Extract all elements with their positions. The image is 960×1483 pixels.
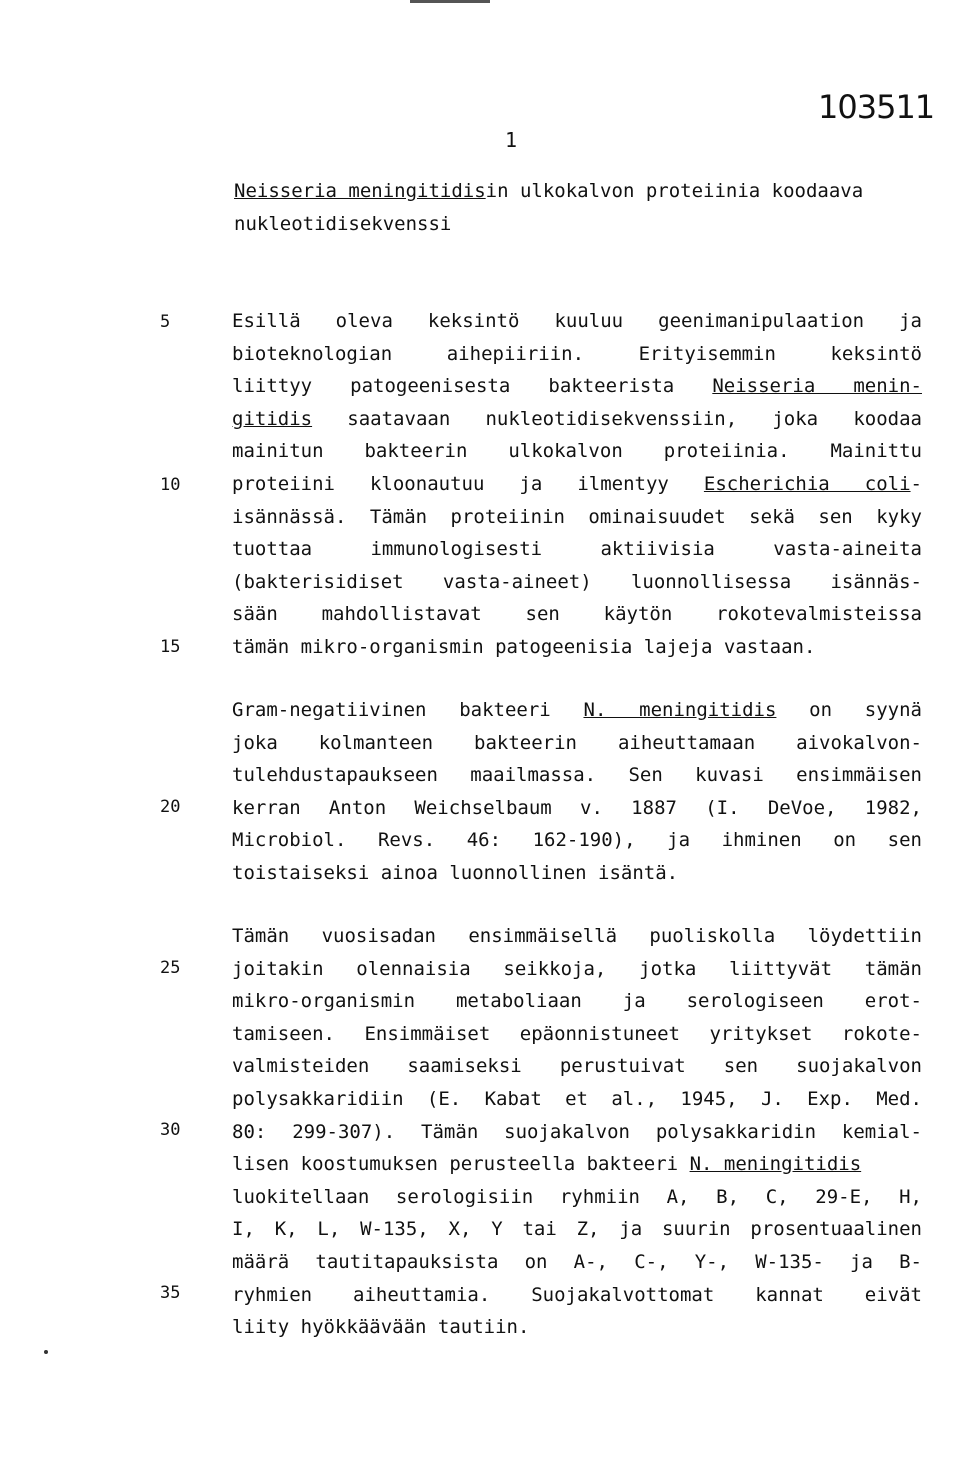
text-line: mikro-organismin metaboliaan ja serologiseen erot- <box>232 990 922 1013</box>
text-line: joitakin olennaisia seikkoja, jotka liittyvät tämän <box>232 957 922 980</box>
text-line: joka kolmanteen bakteerin aiheuttamaan aivokalvon- <box>232 731 922 754</box>
paragraph-3 <box>232 920 922 1344</box>
text-line: lisen koostumuksen perusteella bakteeri N. meningitidis <box>232 1153 862 1176</box>
paragraph-1 <box>232 305 922 664</box>
text-line: Gram-negatiivinen bakteeri N. meningitidis on syynä <box>232 699 922 721</box>
text-line: liittyy patogeenisesta bakteerista Neisseria menin- <box>232 375 922 398</box>
title-rest: in ulkokalvon proteiinia koodaava <box>485 180 864 202</box>
line-number-30: 30 <box>160 1120 181 1140</box>
scan-artifact-rule <box>410 0 490 3</box>
line-number-35: 35 <box>160 1283 181 1303</box>
text-line: toistaiseksi ainoa luonnollinen isäntä. <box>232 861 679 884</box>
text-line: Tämän vuosisadan ensimmäisellä puoliskolla löydettiin <box>232 925 922 947</box>
line-number-5: 5 <box>160 312 171 332</box>
line-number-10: 10 <box>160 475 181 495</box>
text-line: 80: 299-307). Tämän suojakalvon polysakkaridin kemial- <box>232 1120 922 1143</box>
text-line: gitidis saatavaan nukleotidisekvenssiin, joka koodaa <box>232 407 922 430</box>
text-line: tuottaa immunologisesti aktiivisia vasta-aineita <box>232 538 922 561</box>
paragraph-2 <box>232 694 922 890</box>
text-line: Esillä oleva keksintö kuuluu geenimanipulaation ja <box>232 310 922 332</box>
text-line: kerran Anton Weichselbaum v. 1887 (I. DeVoe, 1982, <box>232 796 922 819</box>
text-line: proteiini kloonautuu ja ilmentyy Escherichia coli- <box>232 472 922 495</box>
text-line: isännässä. Tämän proteiinin ominaisuudet sekä sen kyky <box>232 505 922 528</box>
title-line-2: nukleotidisekvenssi <box>234 213 452 235</box>
text-line: I, K, L, W-135, X, Y tai Z, ja suurin prosentuaalinen <box>232 1218 922 1241</box>
text-line: bioteknologian aihepiiriin. Erityisemmin keksintö <box>232 342 922 365</box>
line-number-15: 15 <box>160 637 181 657</box>
text-line: sään mahdollistavat sen käytön rokotevalmisteissa <box>232 603 922 626</box>
text-line: liity hyökkäävään tautiin. <box>232 1316 530 1339</box>
text-line: määrä tautitapauksista on A-, C-, Y-, W-135- ja B- <box>232 1250 922 1273</box>
page-number: 1 <box>505 128 518 152</box>
text-line: tämän mikro-organismin patogeenisia lajeja vastaan. <box>232 635 816 658</box>
patent-number: 103511 <box>818 88 935 126</box>
line-number-25: 25 <box>160 958 181 978</box>
text-line: valmisteiden saamiseksi perustuivat sen suojakalvon <box>232 1055 922 1078</box>
line-number-20: 20 <box>160 797 181 817</box>
text-line: tulehdustapaukseen maailmassa. Sen kuvasi ensimmäisen <box>232 764 922 787</box>
text-line: Microbiol. Revs. 46: 162-190), ja ihminen on sen <box>232 829 922 852</box>
text-line: (bakterisidiset vasta-aineet) luonnollisessa isännäs- <box>232 570 922 593</box>
text-line: luokitellaan serologisiin ryhmiin A, B, C, 29-E, H, <box>232 1185 922 1208</box>
text-line: polysakkaridiin (E. Kabat et al., 1945, J. Exp. Med. <box>232 1087 922 1110</box>
scan-dot <box>44 1350 48 1354</box>
text-line: mainitun bakteerin ulkokalvon proteiinia. Mainittu <box>232 440 922 463</box>
text-line: tamiseen. Ensimmäiset epäonnistuneet yritykset rokote- <box>232 1022 922 1045</box>
text-line: ryhmien aiheuttamia. Suojakalvottomat kannat eivät <box>232 1283 922 1306</box>
document-title <box>234 175 934 241</box>
title-organism: Neisseria meningitidis <box>234 180 486 202</box>
